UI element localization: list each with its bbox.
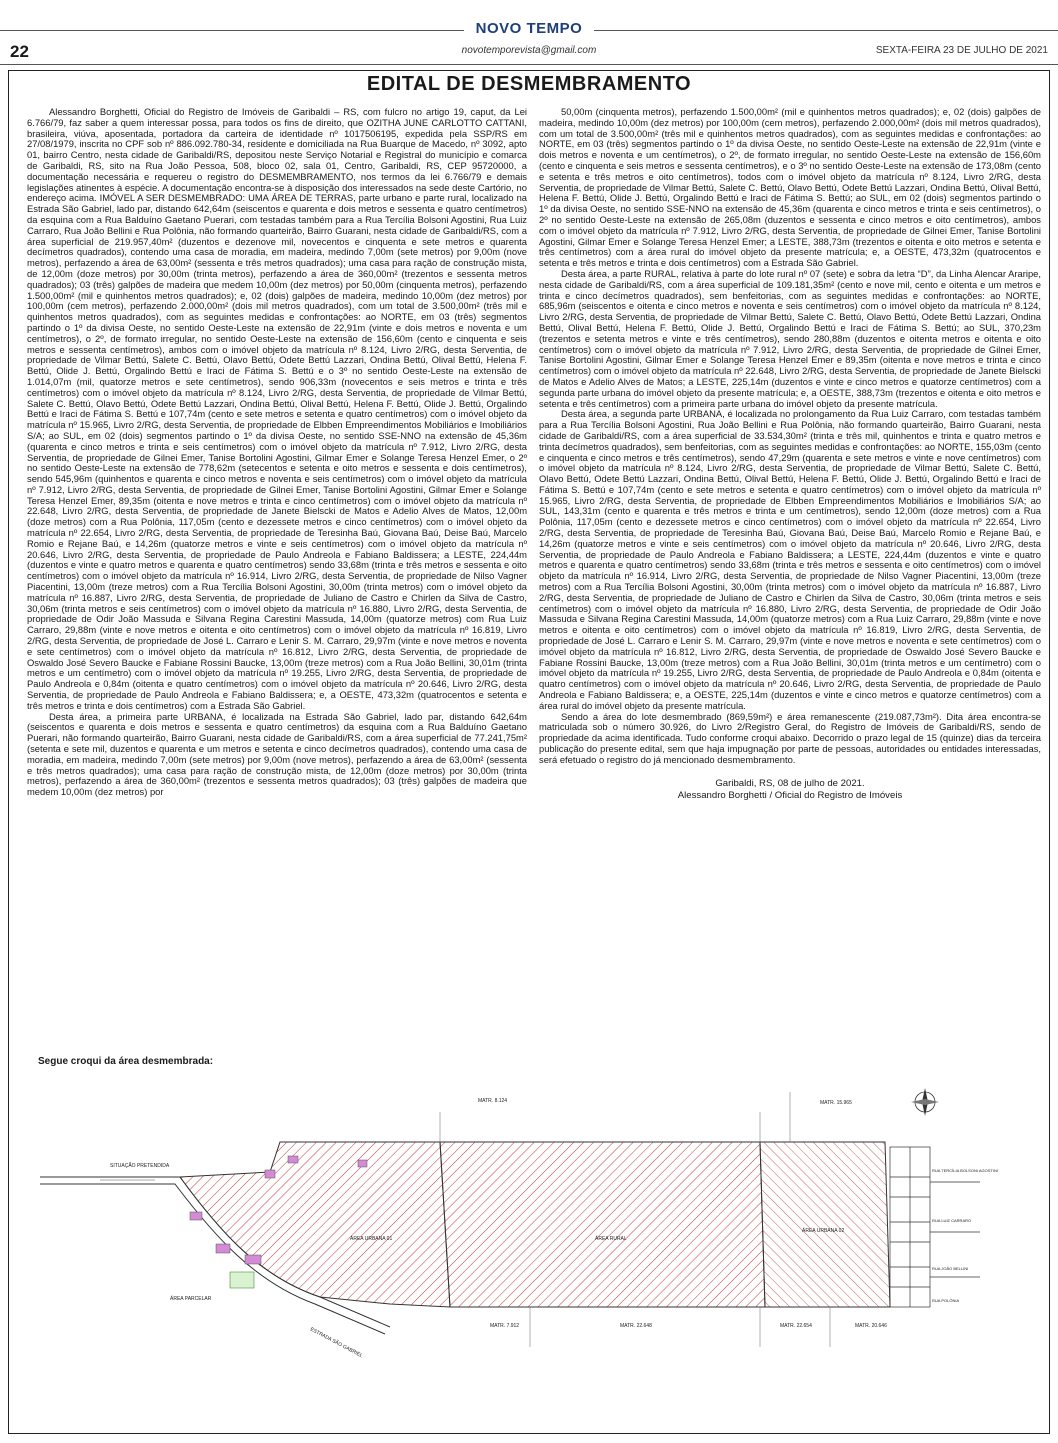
label-situacao: SITUAÇÃO PRETENDIDA (110, 1163, 170, 1169)
label-street-4: RUA POLÔNIA (932, 1298, 960, 1303)
area-rural (440, 1142, 765, 1307)
label-matr-s1: MATR. 7.912 (490, 1323, 520, 1329)
croqui-heading: Segue croqui da área desmembrada: (38, 1056, 214, 1067)
area-urbana-1 (180, 1142, 450, 1307)
paper-name-text: NOVO TEMPO (464, 20, 595, 37)
label-road-west: ESTRADA SÃO GABRIEL (309, 1326, 364, 1360)
paragraph-rural: Desta área, a parte RURAL, relativa à parte do lote rural nº 07 (sete) e sobra da letra “D”, da Linha Alencar Araripe, nesta cidade de Garibaldi/RS, com a área superficial de 109.181,35m² (cento e nove mil, cento e oitenta e um metros e trinta e cinco decímetros quadrados), sem benfeitorias, com as seguintes medidas e confrontações: ao NORTE, 685,96m (seiscentos e oitenta e cinco metros e noventa e seis centímetros) com o imóvel objeto da matrícula nº 8.124, Livro 2/RG, desta Serventia, de propriedade de Vilmar Bettú, Salete C. Bettú, Olavo Bettú, Odete Bettú Lazzari, Ondina Bettú, Olival Bettú, Helena F. Bettú, Olide J. Bettú, Orgalindo Bettú e Iraci de Fátima S. Bettú; ao SUL, 370,23m (trezentos e setenta metros e vinte e três centímetros), sendo 280,88m (duzentos e oitenta metros e oitenta e oito centímetros) com o imóvel objeto da matrícula nº 7.912, Livro 2/RG, desta Serventia, de propriedade de Gilnei Emer, Tanise Bortolini Agostini, Gilmar Emer e Solange Teresa Henzel Emer e 89,35m (oitenta e nove metros e trinta e cinco centímetros) com o imóvel objeto da matrícula nº 22.648, Livro 2/RG, desta Serventia, de propriedade de Janete Bielscki de Matos e Adelio Alves de Matos; a LESTE, 225,14m (duzentos e vinte e cinco metros e quatorze centímetros) com a segunda parte urbana do imóvel objeto da presente matrícula; e, a OESTE, 388,73m (trezentos e oitenta e oito metros e setenta e três centímetros) com a primeira parte urbana do imóvel objeto da presente matrícula. (539, 267, 1041, 409)
paragraph-urbana-1-cont: 50,00m (cinquenta metros), perfazendo 1.500,00m² (mil e quinhentos metros quadrados); e, 02 (dois) galpões de madeira, medindo 10,00m (dez metros) por 100,00m (cem metros), perfazendo 2.000,00m² (dois mil metros quadrados), com um total de 3.500,00m² (três mil e quinhentos metros quadrados), com as seguintes medidas e confrontações: ao NORTE, em 03 (três) segmentos partindo o 1º da divisa Oeste, no sentido Oeste-Leste na extensão de 22,91m (vinte e dois metros e noventa e um centímetros), o 2º, de formato irregular, no sentido Oeste-Leste na extensão de 156,60m (cento e cinquenta e seis metros e sessenta centímetros), e o 3º no sentido Oeste-Leste na extensão de 173,08m (cento e setenta e três metros e oito centímetros), todos com o imóvel objeto da matrícula nº 8.124, Livro 2/RG, desta Serventia, de propriedade de Vilmar Bettú, Salete C. Bettú, Olavo Bettú, Odete Bettú Lazzari, Ondina Bettú, Olival Bettú, Helena F. Bettú, Olide J. Bettú, Orgalindo Bettú e Iraci de Fátima S. Bettú; ao SUL, em 02 (dois) segmentos partindo o 1º da divisa Oeste, no sentido SSE-NNO na extensão de 45,36m (quarenta e cinco metros e trinta e seis centímetros), o 2º no sentido Oeste-Leste na extensão de 265,08m (duzentos e sessenta e cinco metros e oito centímetros), ambos com o imóvel objeto da matrícula nº 7.912, Livro 2/RG, desta Serventia, de propriedade de Gilnei Emer, Tanise Bortolini Agostini, Gilmar Emer e Solange Teresa Henzel Emer; a LESTE, 388,73m (trezentos e oitenta e oito metros e setenta e três centímetros) com a área rural do imóvel objeto da presente matrícula; e, a OESTE, 473,32m (quatrocentos e setenta e três metros e trinta e dois centímetros) com a Estrada São Gabriel. (539, 106, 1041, 269)
signature-name: Alessandro Borghetti / Oficial do Registro de Imóveis (677, 789, 903, 801)
signature-block (539, 778, 1041, 802)
compass-rose (911, 1088, 939, 1116)
paragraph-urbana-1: Desta área, a primeira parte URBANA, é localizada na Estrada São Gabriel, lado par, distando 642,64m (seiscentos e quarenta e dois metros e sessenta e quatro centímetros) da esquina com a Rua Balduíno Gaetano Puerari, não formando quarteirão, Bairro Guarani, nesta cidade de Garibaldi/RS, com a área superficial de 77.241,75m² (setenta e sete mil, duzentos e quarenta e um metros e setenta e cinco decímetros quadrados), contendo uma casa de moradia, em madeira, medindo 7,00m (sete metros) por 9,00m (nove metros), perfazendo a área de 63,00m² (sessenta e três metros quadrados); uma casa para ração de construção mista, de 12,00m (doze metros) por 30,00m (trinta metros), perfazendo a área de 360,00m² (trezentos e sessenta metros quadrados); 03 (três) galpões de madeira que medem 10,00m (dez metros) por (27, 710, 527, 798)
label-matr-ne: MATR. 15.965 (820, 1100, 852, 1106)
page-number: 22 (10, 42, 29, 61)
label-area-urbana-2: ÁREA URBANA 02 (802, 1228, 845, 1234)
label-matr-s2: MATR. 22.648 (620, 1323, 652, 1329)
label-street-3: RUA JOÃO BELLINI (932, 1266, 969, 1271)
edital-title: EDITAL DE DESMEMBRAMENTO (366, 73, 692, 95)
label-matr-north: MATR. 8.124 (478, 1098, 508, 1104)
label-area-rural: ÁREA RURAL (595, 1236, 627, 1242)
paragraph-closing: Sendo a área do lote desmembrado (869,59m²) e área remanescente (219.087,73m²). Dita área encontra-se matriculada sob o número 30.926, do Livro 2/Registro Geral, do Registro de Imóveis de Garibaldi/RS, sendo de propriedade da acima identificada. Tudo conforme croqui abaixo. Decorrido o prazo legal de 15 (quinze) dias da terceira publicação do presente edital, sem que haja impugnação por parte de pessoas, autoridades ou entidades interessadas, será efetuado o registro do já mencionado desmembramento. (539, 710, 1041, 765)
label-street-2: RUA LUIZ CARRARO (932, 1218, 972, 1223)
masthead-rule-bottom (0, 64, 1058, 65)
label-street-1: RUA TERCÍLIA BOLSONI AGOSTINI (932, 1168, 998, 1173)
label-area-parcelar: ÁREA PARCELAR (170, 1296, 212, 1302)
area-urbana-2 (760, 1142, 890, 1307)
croqui-drawing (20, 1072, 1020, 1362)
label-area-urbana-1: ÁREA URBANA 01 (350, 1236, 393, 1242)
paragraph-urbana-2: Desta área, a segunda parte URBANA, é localizada no prolongamento da Rua Luiz Carraro, com testadas também para a Rua Tercília Bolsoni Agostini, Rua João Bellini e Rua Polônia, não formando quarteirão, Bairro Guarani, nesta cidade de Garibaldi/RS, com a área superficial de 33.534,30m² (trinta e três mil, quinhentos e trinta e quatro metros e trinta decímetros quadrados), sem benfeitorias, com as seguintes medidas e confrontações: ao NORTE, 155,03m (cento e cinquenta e cinco metros e três centímetros), sendo 47,29m (quarenta e sete metros e vinte e nove centímetros) com o imóvel objeto da matrícula nº 8.124, Livro 2/RG, desta Serventia, de propriedade de Vilmar Bettú, Salete C. Bettú, Olavo Bettú, Odete Bettú Lazzari, Ondina Bettú, Olival Bettú, Helena F. Bettú, Olide J. Bettú, Orgalindo Bettú e Iraci de Fátima S. Bettú e 107,74m (cento e sete metros e setenta e quatro centímetros) com o imóvel objeto da matrícula nº 15.965, Livro 2/RG, desta Serventia, de propriedade de Elbben Empreendimentos Mobiliários e Imobiliários S/A; ao SUL, 143,31m (cento e quarenta e três metros e trinta e um centímetros), sendo 12,00m (doze metros) com a Rua Polônia, 117,05m (cento e dezessete metros e cinco centímetros) com o imóvel objeto da matrícula nº 22.654, Livro 2/RG, desta Serventia, de propriedade de Teresinha Baú, Giovana Baú, Deise Baú, Marcelo Romio e Rejane Baú, e 14,26m (quatorze metros e vinte e seis centímetros) com o imóvel objeto da matrícula nº 20.646, Livro 2/RG, desta Serventia, de propriedade de Paulo Andreola e Fabiano Baldissera; a LESTE, 224,44m (duzentos e vinte e quatro metros e quarenta e quatro centímetros) sendo 33,68m (trinta e três metros e sessenta e oito centímetros) com o imóvel objeto da matrícula nº 16.914, Livro 2/RG, desta Serventia, de propriedade de Nilso Vagner Piacentini, 13,00m (treze metros) com a Rua Tercília Bolsoni Agostini, 30,00m (trinta metros) com o imóvel objeto da matrícula nº 16.887, Livro 2/RG, desta Serventia, de propriedade de Juliano de Castro e Chirlen da Silva de Castro, 30,06m (trinta metros e seis centímetros) com o imóvel objeto da matrícula nº 16.880, Livro 2/RG, desta Serventia, de propriedade de Odir João Massuda e Silvana Regina Carestini Massuda, 14,00m (quatorze metros) com a Rua Luiz Carraro, 29,88m (vinte e nove metros e oitenta e oito centímetros) com o imóvel objeto da matrícula nº 16.819, Livro 2/RG, desta Serventia, de propriedade de José L. Carraro e Lenir S. M. Carraro, 29,97m (vinte e nove metros e noventa e sete centímetros) com o imóvel objeto da matrícula nº 16.812, Livro 2/RG, desta Serventia, de propriedade de Oswaldo José Severo Baucke e Fabiane Rossini Baucke, 13,00m (treze metros) com a Rua João Bellini, 30,01m (trinta metros e um centímetro) com o imóvel objeto da matrícula nº 19.255, Livro 2/RG, desta Serventia, de propriedade de Paulo Andreola e 0,84m (oitenta e quatro centímetros) com o imóvel objeto da matrícula nº 20.646, Livro 2/RG, desta Serventia, de propriedade de Paulo Andreola e Fabiano Baldissera; e, a OESTE, 225,14m (duzentos e vinte e cinco metros e quatorze centímetros) com a área rural do imóvel objeto da presente matrícula. (539, 408, 1041, 711)
left-column (27, 107, 527, 798)
label-matr-s3: MATR. 22.654 (780, 1323, 812, 1329)
paper-email: novotemporevista@gmail.com (461, 45, 597, 56)
masthead (0, 0, 1058, 68)
paragraph-intro: Alessandro Borghetti, Oficial do Registro de Imóveis de Garibaldi – RS, com fulcro no artigo 19, caput, da Lei 6.766/79, faz saber a quem interessar possa, para todos os fins de direito, que OZITHA JUNE CARLOTTO CATTANI, brasileira, viúva, aposentada, portadora da carteira de identidade nº 1017506195, expedida pela SSP/RS em 27/08/1979, inscrita no CPF sob nº 886.092.780-34, residente e domiciliada na Rua Buarque de Macedo, nº 3092, apto 01, bairro Centro, nesta cidade de Garibaldi/RS, depositou neste Serviço Notarial e Registral do município e comarca de Garibaldi, RS, sito na Rua João Pessoa, 508, bloco 02, sala 01, Centro, Garibaldi, RS, CEP 95720000, a documentação necessária e requereu o registro do DESMEMBRAMENTO, nos termos da lei 6.766/79 e demais legislações atinentes à espécie. A documentação encontra-se à disposição dos interessados na sede deste Cartório, no endereço acima. IMÓVEL A SER DESMEMBRADO: UMA ÁREA DE TERRAS, parte urbano e parte rural, localizado na Estrada São Gabriel, lado par, distando 642,64m (seiscentos e quarenta e dois metros e sessenta e quatro centímetros) da esquina com a Rua Balduíno Gaetano Puerari, com testadas também para a Rua Tercília Bolsoni Agostini, Rua Luiz Carraro, Rua João Bellini e Rua Polônia, não formando quarteirão, Bairro Guarani, nesta cidade de Garibaldi/RS, com a área superficial de 219.957,40m² (duzentos e dezenove mil, novecentos e cinquenta e sete metros e quarenta decímetros quadrados), contendo uma casa de moradia, em madeira, medindo 7,00m (sete metros) por 9,00m (nove metros), perfazendo a área de 63,00m² (sessenta e três metros quadrados); uma casa para ração de construção mista, de 12,00m (doze metros) por 30,00m (trinta metros), perfazendo a área de 360,00m² (trezentos e sessenta metros quadrados); 03 (três) galpões de madeira que medem 10,00m (dez metros) por 50,00m (cinquenta metros), perfazendo 1.500,00m² (mil e quinhentos metros quadrados); e, 02 (dois) galpões de madeira, medindo 10,00m (dez metros) por 100,00m (cem metros), perfazendo 2.000,00m² (dois mil metros quadrados), com um total de 3.500,00m² (três mil e quinhentos metros quadrados), com as seguintes medidas e confrontações: ao NORTE, em 03 (três) segmentos partindo o 1º da divisa Oeste, no sentido Oeste-Leste na extensão de 22,91m (vinte e dois metros e noventa e um centímetros), o 2º, de formato irregular, no sentido Oeste-Leste na extensão de 156,60m (cento e cinquenta e seis metros e sessenta centímetros), ambos com o imóvel objeto da matrícula nº 8.124, Livro 2/RG, desta Serventia, de propriedade de Vilmar Bettú, Salete C. Bettú, Olavo Bettú, Odete Bettú Lazzari, Ondina Bettú, Olival Bettú, Helena F. Bettú, Olide J. Bettú, Orgalindo Bettú e Iraci de Fátima S. Bettú e o 3º no sentido Oeste-Leste na extensão de 1.014,07m (mil, quatorze metros e sete centímetros), sendo 906,33m (novecentos e seis metros e trinta e três centímetros) com o imóvel objeto da matrícula nº 8.124, Livro 2/RG, desta Serventia, de propriedade de Vilmar Bettú, Salete C. Bettú, Olavo Bettú, Odete Bettú Lazzari, Ondina Bettú, Olival Bettú, Helena F. Bettú, Olide J. Bettú, Orgalindo Bettú e Iraci de Fátima S. Bettú e 107,74m (cento e sete metros e setenta e quatro centímetros) com o imóvel objeto da matrícula nº 15.965, Livro 2/RG, desta Serventia, de propriedade de Elbben Empreendimentos Mobiliários e Imobiliários S/A; ao SUL, em 02 (dois) segmentos partindo o 1º da divisa Oeste, no sentido SSE-NNO na extensão de 45,36m (quarenta e cinco metros e trinta e seis centímetros) com o imóvel objeto da matrícula nº 7.912, Livro 2/RG, desta Serventia, de propriedade de Gilnei Emer, Tanise Bortolini Agostini, Gilmar Emer e Solange Teresa Henzel Emer, o 2º no sentido Oeste-Leste na extensão de 778,62m (setecentos e setenta e oito metros e sessenta e dois centímetros), sendo 545,96m (quinhentos e quarenta e cinco metros e noventa e seis centímetros) com o imóvel objeto da matrícula nº 7.912, Livro 2/RG, desta Serventia, de propriedade de Gilnei Emer, Tanise Bortolini Agostini, Gilmar Emer e Solange Teresa Henzel Emer, 89,35m (oitenta e nove metros e trinta e cinco centímetros) com o imóvel objeto da matrícula nº 22.648, Livro 2/RG, desta Serventia, de propriedade de Janete Bielscki de Matos e Adelio Alves de Matos, 12,00m (doze metros) com a Rua Polônia, 117,05m (cento e dezessete metros e cinco centímetros) com o imóvel objeto da matrícula nº 22.654, Livro 2/RG, desta Serventia, de propriedade de Teresinha Baú, Giovana Baú, Deise Baú, Marcelo Romio e Rejane Baú, e 14,26m (quatorze metros e vinte e seis centímetros) com o imóvel objeto da matrícula nº 20.646, Livro 2/RG, desta Serventia, de propriedade de Paulo Andreola e Fabiano Baldissera; a LESTE, 224,44m (duzentos e vinte e quatro metros e quarenta e quatro centímetros) sendo 33,68m (trinta e três metros e sessenta e oito centímetros) com o imóvel objeto da matrícula nº 16.914, Livro 2/RG, desta Serventia, de propriedade de Nilso Vagner Piacentini, 13,00m (treze metros) com a Rua Tercília Bolsoni Agostini, 30,00m (trinta metros) com o imóvel objeto da matrícula nº 16.887, Livro 2/RG, desta Serventia, de propriedade de Juliano de Castro e Chirlen da Silva de Castro, 30,06m (trinta metros e seis centímetros) com o imóvel objeto da matrícula nº 16.880, Livro 2/RG, desta Serventia, de propriedade de Odir João Massuda e Silvana Regina Carestini Massuda, 14,00m (quatorze metros) com Rua Luiz Carraro, 29,88m (vinte e nove metros e oitenta e oito centímetros) com o imóvel objeto da matrícula nº 16.819, Livro 2/RG, desta Serventia, de propriedade de José L. Carraro e Lenir S. M. Carraro, 29,97m (vinte e nove metros e noventa e sete centímetros) com o imóvel objeto da matrícula nº 16.812, Livro 2/RG, desta Serventia, de propriedade de Oswaldo José Severo Baucke e Fabiane Rossini Baucke, 13,00m (treze metros) com a Rua João Bellini, 30,01m (trinta metros e um centímetro) com o imóvel objeto da matrícula nº 19.255, Livro 2/RG, desta Serventia, de propriedade de Paulo Andreola e 0,84m (oitenta e quatro centímetros) com o imóvel objeto da matrícula nº 20.646, Livro 2/RG, desta Serventia, de propriedade de Paulo Andreola e Fabiano Baldissera; e, a OESTE, 473,32m (quatrocentos e setenta e três metros e trinta e dois centímetros) com a Estrada São Gabriel. (27, 106, 527, 711)
issue-date: SEXTA-FEIRA 23 DE JULHO DE 2021 (875, 45, 1048, 56)
right-column (539, 107, 1041, 802)
signature-place-date: Garibaldi, RS, 08 de julho de 2021. (715, 777, 865, 789)
paper-name (0, 20, 1058, 37)
label-matr-s4: MATR. 20.646 (855, 1323, 887, 1329)
